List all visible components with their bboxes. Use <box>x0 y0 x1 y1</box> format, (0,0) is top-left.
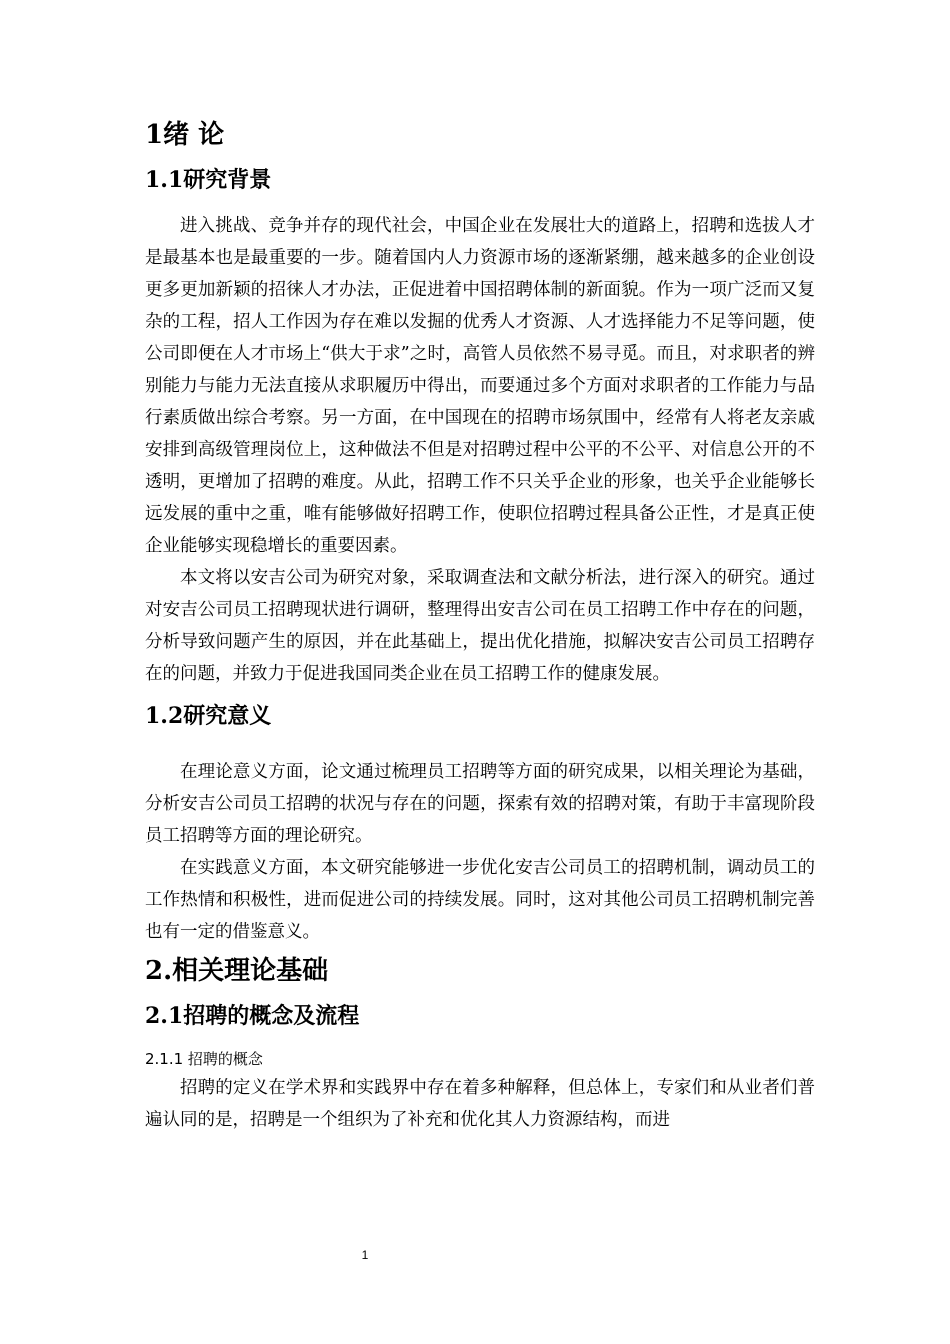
paragraph-significance-1: 在理论意义方面，论文通过梳理员工招聘等方面的研究成果，以相关理论为基础，分析安吉公司员工招聘的状况与存在的问题，探索有效的招聘对策，有助于丰富现阶段员工招聘等方面的理论研究。 <box>145 762 815 846</box>
section-1-2-heading: 1.2研究意义 <box>145 703 272 729</box>
page-number: 1 <box>361 1248 369 1262</box>
paragraph-recruitment-concept: 招聘的定义在学术界和实践界中存在着多种解释，但总体上，专家们和从业者们普遍认同的是，招聘是一个组织为了补充和优化其人力资源结构，而进 <box>145 1078 815 1130</box>
section-1-1-heading: 1.1研究背景 <box>145 167 272 193</box>
chapter-1-heading: 1绪 论 <box>145 120 225 150</box>
subsection-2-1-1-heading: 2.1.1 招聘的概念 <box>145 1050 263 1068</box>
page-content <box>145 112 815 1136</box>
paragraph-background-2: 本文将以安吉公司为研究对象，采取调查法和文献分析法，进行深入的研究。通过对安吉公司员工招聘现状进行调研，整理得出安吉公司在员工招聘工作中存在的问题，分析导致问题产生的原因，并在此基础上，提出优化措施，拟解决安吉公司员工招聘存在的问题，并致力于促进我国同类企业在员工招聘工作的健康发展。 <box>145 568 815 684</box>
paragraph-background-1: 进入挑战、竞争并存的现代社会，中国企业在发展壮大的道路上，招聘和选拔人才是最基本也是最重要的一步。随着国内人力资源市场的逐渐紧绷，越来越多的企业创设更多更加新颖的招徕人才办法，正促进着中国招聘体制的新面貌。作为一项广泛而又复杂的工程，招人工作因为存在难以发掘的优秀人才资源、人才选择能力不足等问题，使公司即便在人才市场上“供大于求”之时，高管人员依然不易寻觅。而且，对求职者的辨别能力与能力无法直接从求职履历中得出，而要通过多个方面对求职者的工作能力与品行素质做出综合考察。另一方面，在中国现在的招聘市场氛围中，经常有人将老友亲戚安排到高级管理岗位上，这种做法不但是对招聘过程中公平的不公平、对信息公开的不透明，更增加了招聘的难度。从此，招聘工作不只关乎企业的形象，也关乎企业能够长远发展的重中之重，唯有能够做好招聘工作，使职位招聘过程具备公正性，才是真正使企业能够实现稳增长的重要因素。 <box>145 216 815 556</box>
chapter-2-heading: 2.相关理论基础 <box>145 956 329 986</box>
paragraph-significance-2: 在实践意义方面，本文研究能够进一步优化安吉公司员工的招聘机制，调动员工的工作热情和积极性，进而促进公司的持续发展。同时，这对其他公司员工招聘机制完善也有一定的借鉴意义。 <box>145 858 815 942</box>
section-2-1-heading: 2.1招聘的概念及流程 <box>145 1003 360 1029</box>
